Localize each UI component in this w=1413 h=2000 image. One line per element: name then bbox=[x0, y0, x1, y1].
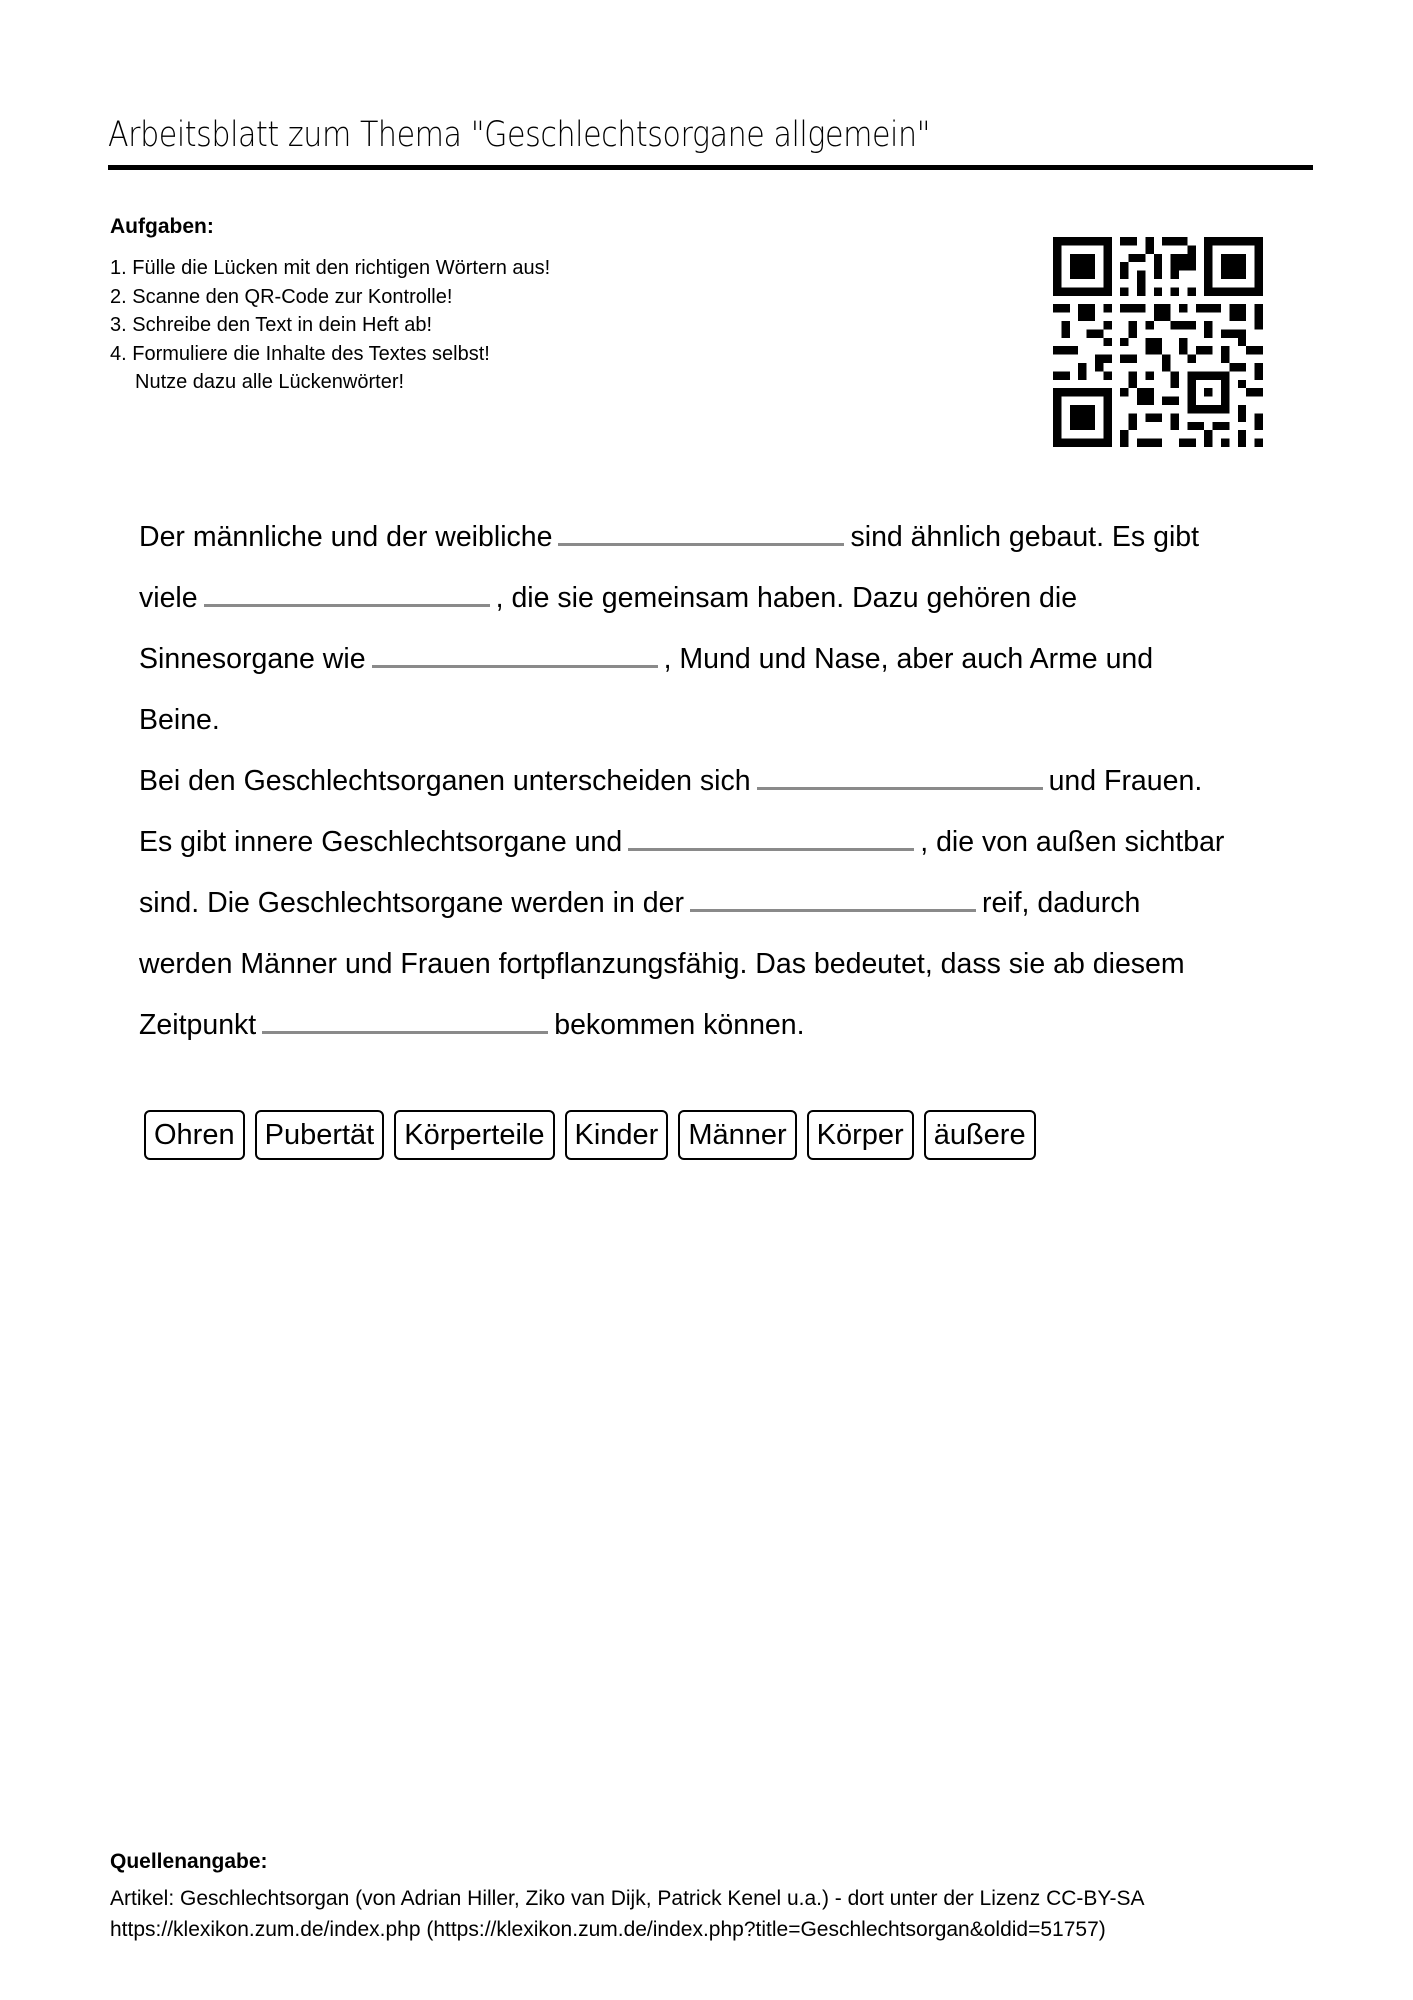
cloze-segment: Bei den Geschlechtsorganen unterscheiden sich bbox=[139, 765, 751, 797]
blank-gap[interactable] bbox=[628, 830, 914, 851]
word-card[interactable]: Pubertät bbox=[255, 1110, 385, 1160]
task-item: 4. Formuliere die Inhalte des Textes selbst! bbox=[110, 342, 490, 365]
cloze-line bbox=[139, 507, 1299, 568]
blank-gap[interactable] bbox=[558, 525, 844, 546]
cloze-line bbox=[139, 812, 1299, 873]
source-text bbox=[110, 1883, 1145, 1945]
source-url[interactable]: https://klexikon.zum.de/index.php (https://klexikon.zum.de/index.php?title=Geschlechtsorgan&oldid=51757) bbox=[110, 1918, 1106, 1941]
word-card[interactable]: Kinder bbox=[565, 1110, 669, 1160]
blank-gap[interactable] bbox=[690, 891, 976, 912]
task-item: Nutze dazu alle Lückenwörter! bbox=[135, 371, 405, 393]
task-item: 3. Schreibe den Text in dein Heft ab! bbox=[110, 314, 433, 336]
blank-gap[interactable] bbox=[262, 1013, 548, 1034]
cloze-line bbox=[139, 995, 1299, 1056]
cloze-line bbox=[139, 629, 1299, 690]
word-card[interactable]: Männer bbox=[678, 1110, 796, 1160]
cloze-text bbox=[139, 507, 1299, 1056]
blank-gap[interactable] bbox=[757, 769, 1043, 790]
cloze-line bbox=[139, 934, 1299, 995]
blank-gap[interactable] bbox=[204, 586, 490, 607]
cloze-segment: und Frauen. bbox=[1048, 765, 1203, 797]
task-list bbox=[110, 254, 550, 397]
cloze-segment: reif, dadurch bbox=[981, 887, 1141, 919]
cloze-line bbox=[139, 873, 1299, 934]
cloze-segment: , die von außen sichtbar bbox=[920, 826, 1225, 858]
cloze-line bbox=[139, 568, 1299, 629]
tasks-heading: Aufgaben: bbox=[110, 215, 214, 238]
task-item: 1. Fülle die Lücken mit den richtigen Wörtern aus! bbox=[110, 257, 551, 279]
qr-code[interactable] bbox=[1053, 237, 1263, 447]
cloze-segment: viele bbox=[139, 582, 198, 614]
word-card[interactable]: Körper bbox=[807, 1110, 914, 1160]
cloze-segment: sind. Die Geschlechtsorgane werden in der bbox=[139, 887, 684, 919]
cloze-segment: , die sie gemeinsam haben. Dazu gehören die bbox=[495, 582, 1078, 614]
cloze-segment: Der männliche und der weibliche bbox=[139, 521, 553, 553]
word-card[interactable]: Ohren bbox=[144, 1110, 245, 1160]
cloze-segment: Zeitpunkt bbox=[139, 1009, 257, 1041]
source-article: Artikel: Geschlechtsorgan (von Adrian Hiller, Ziko van Dijk, Patrick Kenel u.a.) - dort unter der Lizenz CC-BY-SA bbox=[110, 1887, 1145, 1910]
cloze-segment: bekommen können. bbox=[554, 1009, 805, 1041]
cloze-segment: sind ähnlich gebaut. Es gibt bbox=[850, 521, 1200, 553]
source-heading: Quellenangabe: bbox=[110, 1850, 268, 1873]
title-divider bbox=[108, 165, 1313, 170]
cloze-segment: Es gibt innere Geschlechtsorgane und bbox=[139, 826, 623, 858]
cloze-segment: Beine. bbox=[139, 704, 220, 736]
cloze-segment: Sinnesorgane wie bbox=[139, 643, 366, 675]
task-item: 2. Scanne den QR-Code zur Kontrolle! bbox=[110, 285, 453, 308]
word-bank bbox=[144, 1110, 1036, 1160]
cloze-segment: werden Männer und Frauen fortpflanzungsfähig. Das bedeutet, dass sie ab diesem bbox=[139, 948, 1185, 980]
cloze-line bbox=[139, 690, 1299, 751]
blank-gap[interactable] bbox=[372, 647, 658, 668]
cloze-line bbox=[139, 751, 1299, 812]
cloze-segment: , Mund und Nase, aber auch Arme und bbox=[663, 643, 1154, 675]
word-card[interactable]: äußere bbox=[924, 1110, 1036, 1160]
word-card[interactable]: Körperteile bbox=[394, 1110, 554, 1160]
page-title: Arbeitsblatt zum Thema "Geschlechtsorgane allgemein" bbox=[108, 115, 931, 155]
